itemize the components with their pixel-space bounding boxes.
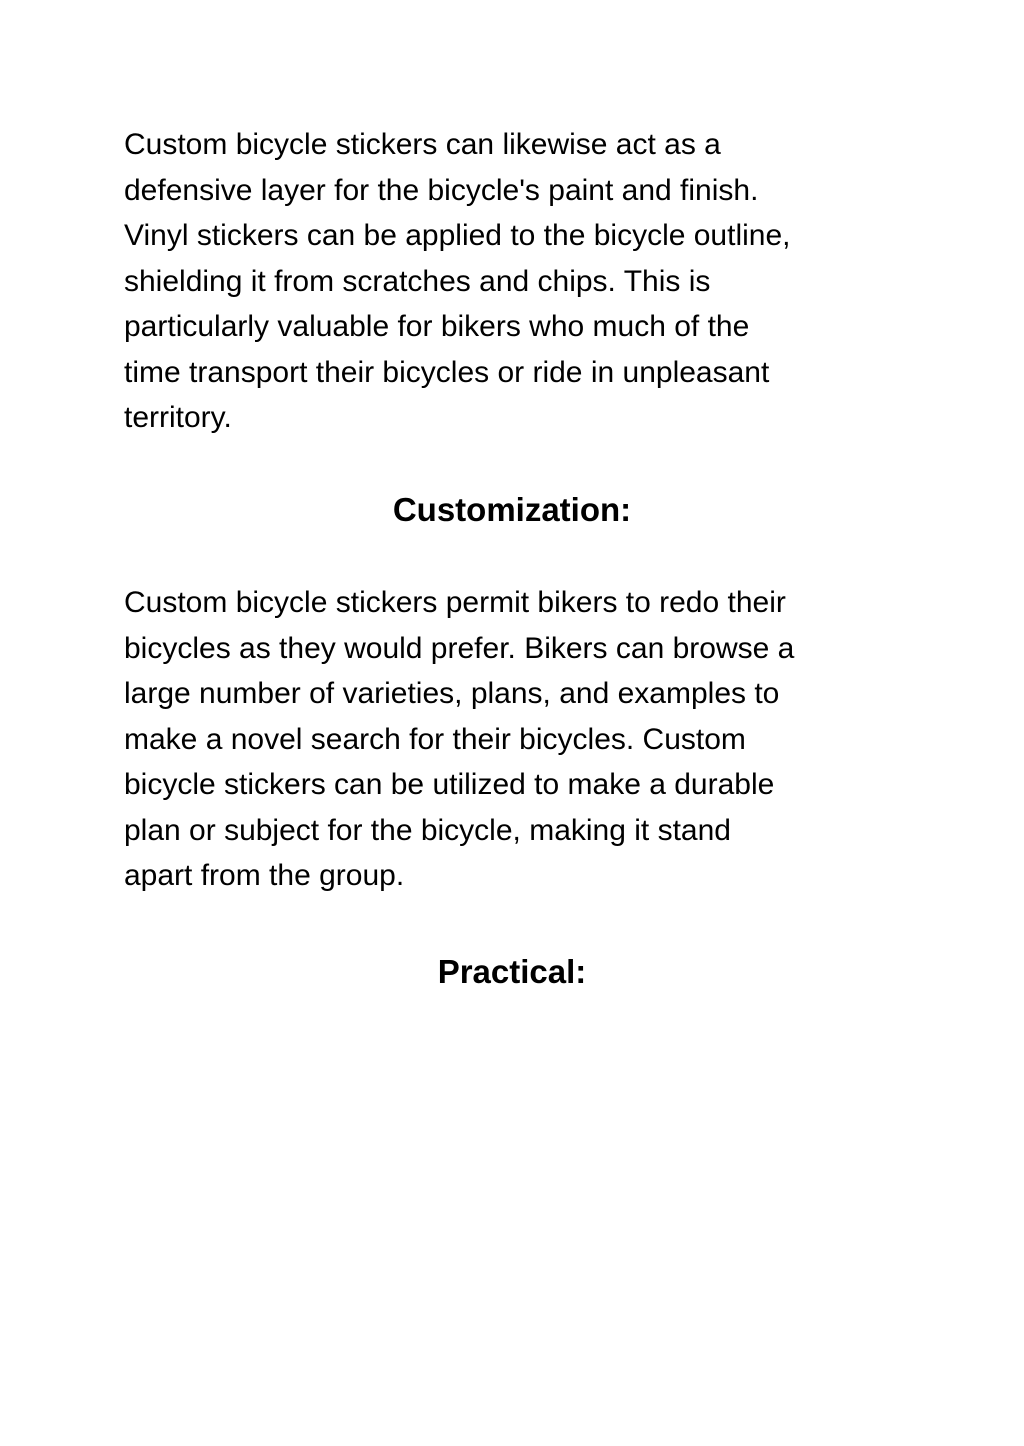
paragraph-line: Custom bicycle stickers can likewise act as a xyxy=(124,128,721,161)
paragraph-line: Custom bicycle stickers permit bikers to redo their xyxy=(124,586,786,619)
paragraph-line: particularly valuable for bikers who much of the xyxy=(124,310,750,343)
section-heading-practical: Practical: xyxy=(437,953,587,990)
paragraph-line: bicycle stickers can be utilized to make a durable xyxy=(124,768,775,801)
paragraph-line: shielding it from scratches and chips. This is xyxy=(124,264,711,298)
section-heading-customization: Customization: xyxy=(392,491,632,528)
paragraph-line: bicycles as they would prefer. Bikers can browse a xyxy=(124,631,795,665)
paragraph-line: make a novel search for their bicycles. Custom xyxy=(124,722,746,756)
paragraph-line: Vinyl stickers can be applied to the bicycle outline, xyxy=(124,219,791,252)
body-paragraph-protection xyxy=(124,122,904,441)
paragraph-line: apart from the group. xyxy=(124,859,405,892)
paragraph-line: territory. xyxy=(124,401,232,434)
paragraph-line: time transport their bicycles or ride in unpleasant xyxy=(124,355,770,389)
paragraph-line: large number of varieties, plans, and examples to xyxy=(124,677,780,710)
paragraph-line: plan or subject for the bicycle, making it stand xyxy=(124,813,731,847)
body-paragraph-customization xyxy=(124,580,904,899)
paragraph-line: defensive layer for the bicycle's paint and finish. xyxy=(124,173,759,207)
